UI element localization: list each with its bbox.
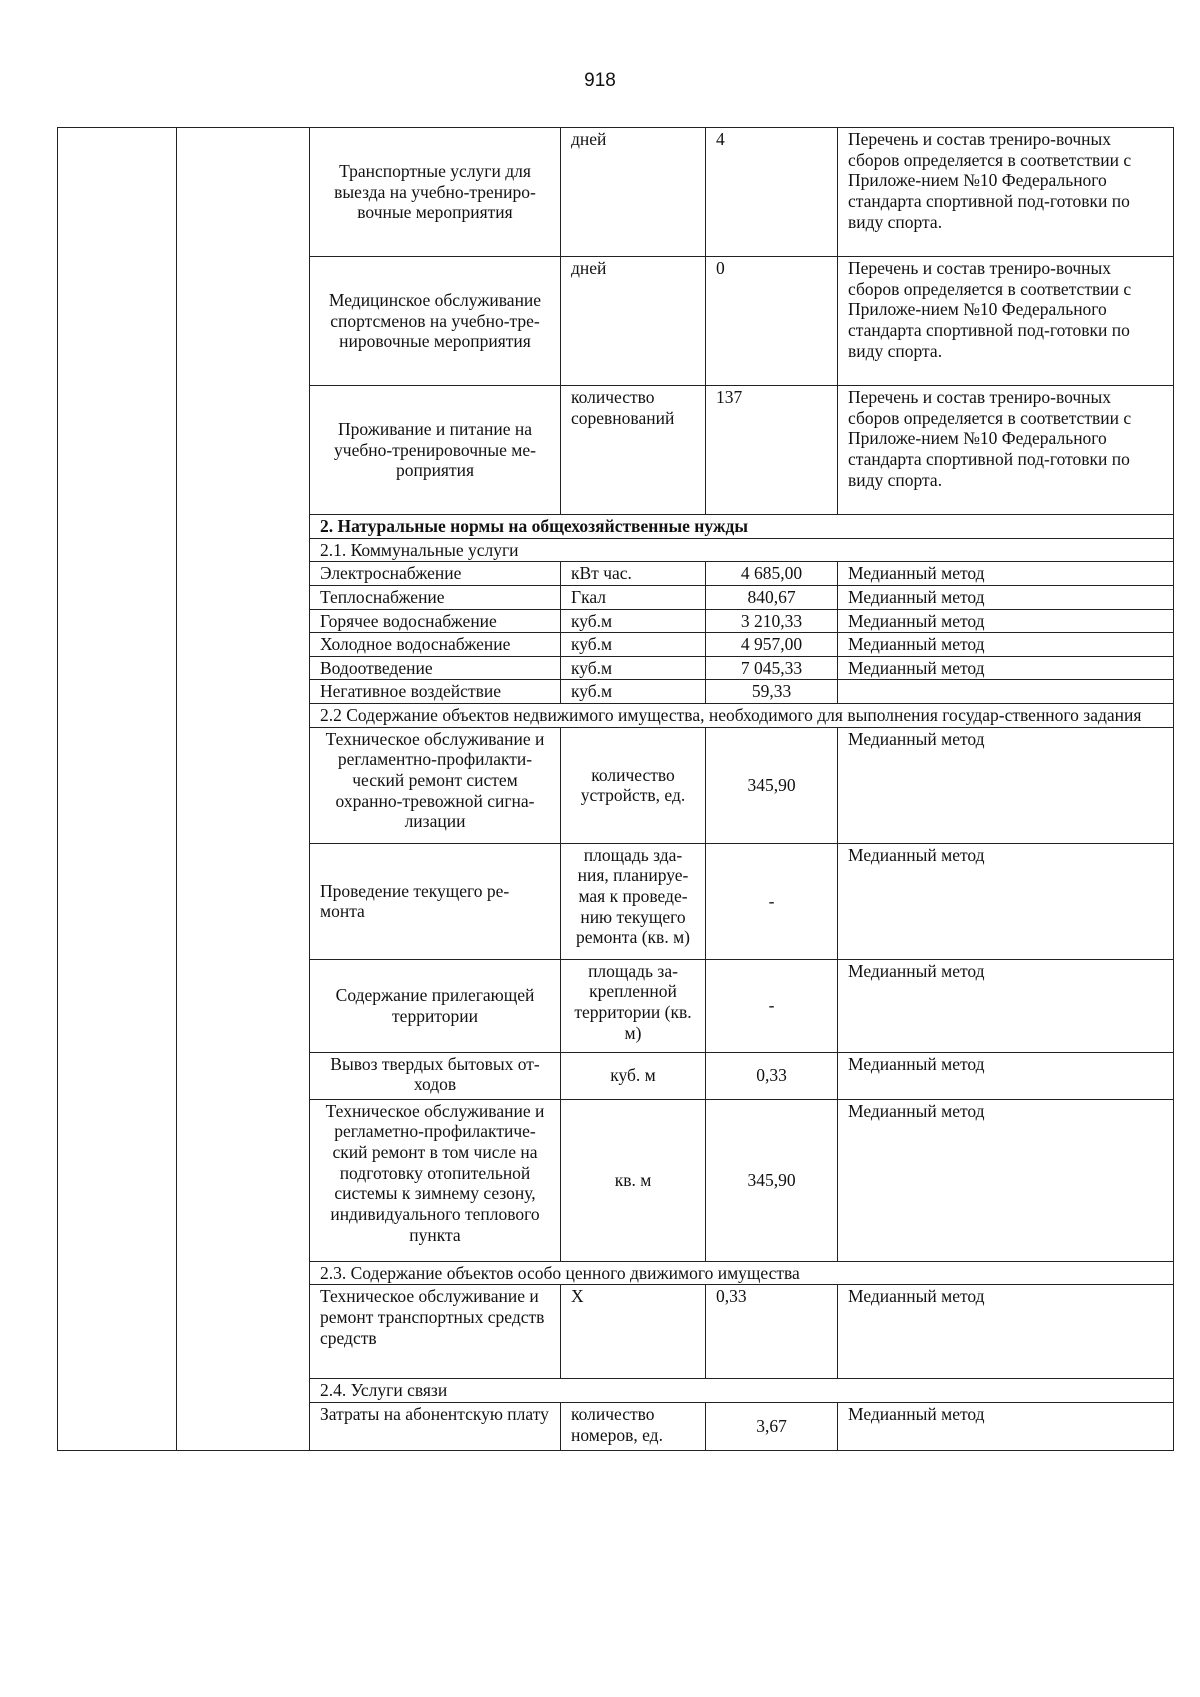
item-name: Транспортные услуги для выезда на учебно-трениро-вочные мероприятия [310, 128, 561, 257]
item-method: Медианный метод [838, 585, 1174, 609]
item-name: Затраты на абонентскую плату [310, 1403, 561, 1451]
item-method: Перечень и состав трениро-вочных сборов определяется в соответствии с Приложе-нием №10 Федерального стандарта спортивной под-готовки по виду спорта. [838, 257, 1174, 386]
item-unit: количество соревнований [561, 386, 706, 515]
item-value: 0,33 [706, 1285, 838, 1379]
item-value: 4 957,00 [706, 633, 838, 657]
item-unit: дней [561, 128, 706, 257]
item-method: Медианный метод [838, 1285, 1174, 1379]
item-name: Проживание и питание на учебно-тренировочные ме-роприятия [310, 386, 561, 515]
item-unit: Х [561, 1285, 706, 1379]
item-name: Техническое обслуживание и регламентно-профилакти-ческий ремонт систем охранно-тревожной сигна-лизации [310, 727, 561, 843]
item-unit: кВт час. [561, 562, 706, 586]
item-unit: кв. м [561, 1099, 706, 1261]
item-name: Негативное воздействие [310, 680, 561, 704]
item-name: Горячее водоснабжение [310, 609, 561, 633]
item-method: Медианный метод [838, 727, 1174, 843]
item-name: Электроснабжение [310, 562, 561, 586]
item-name: Техническое обслуживание и ремонт транспортных средств средств [310, 1285, 561, 1379]
item-method [838, 680, 1174, 704]
item-value: 3,67 [706, 1403, 838, 1451]
subsection-heading: 2.3. Содержание объектов особо ценного движимого имущества [310, 1261, 1174, 1285]
item-method: Медианный метод [838, 656, 1174, 680]
item-value: - [706, 843, 838, 959]
item-name: Теплоснабжение [310, 585, 561, 609]
item-value: - [706, 959, 838, 1052]
item-name: Медицинское обслуживание спортсменов на учебно-тре-нировочные мероприятия [310, 257, 561, 386]
item-value: 4 [706, 128, 838, 257]
item-unit: площадь зда-ния, планируе-мая к проведе-нию текущего ремонта (кв. м) [561, 843, 706, 959]
item-method: Медианный метод [838, 609, 1174, 633]
item-method: Медианный метод [838, 843, 1174, 959]
subsection-heading: 2.1. Коммунальные услуги [310, 538, 1174, 562]
item-value: 840,67 [706, 585, 838, 609]
item-method: Медианный метод [838, 1403, 1174, 1451]
item-name: Холодное водоснабжение [310, 633, 561, 657]
blank-cell [177, 128, 310, 1451]
item-method: Медианный метод [838, 1099, 1174, 1261]
item-method: Медианный метод [838, 633, 1174, 657]
item-value: 345,90 [706, 727, 838, 843]
item-method: Перечень и состав трениро-вочных сборов определяется в соответствии с Приложе-нием №10 Федерального стандарта спортивной под-готовки по виду спорта. [838, 386, 1174, 515]
item-name: Водоотведение [310, 656, 561, 680]
item-unit: куб.м [561, 656, 706, 680]
norms-table [57, 127, 1174, 1451]
item-method: Перечень и состав трениро-вочных сборов определяется в соответствии с Приложе-нием №10 Федерального стандарта спортивной под-готовки по виду спорта. [838, 128, 1174, 257]
subsection-heading: 2.2 Содержание объектов недвижимого имущества, необходимого для выполнения государ-ственного задания [310, 704, 1174, 728]
item-value: 4 685,00 [706, 562, 838, 586]
item-method: Медианный метод [838, 1052, 1174, 1099]
blank-cell [58, 128, 177, 1451]
item-value: 345,90 [706, 1099, 838, 1261]
item-method: Медианный метод [838, 959, 1174, 1052]
item-name: Вывоз твердых бытовых от-ходов [310, 1052, 561, 1099]
item-unit: количество номеров, ед. [561, 1403, 706, 1451]
item-value: 7 045,33 [706, 656, 838, 680]
item-unit: площадь за-крепленной территории (кв. м) [561, 959, 706, 1052]
item-value: 59,33 [706, 680, 838, 704]
item-name: Проведение текущего ре-монта [310, 843, 561, 959]
item-name: Техническое обслуживание и регламетно-профилактиче-ский ремонт в том числе на подготовку отопительной системы к зимнему сезону, индивидуального теплового пункта [310, 1099, 561, 1261]
item-unit: куб.м [561, 609, 706, 633]
item-value: 0 [706, 257, 838, 386]
item-unit: куб. м [561, 1052, 706, 1099]
item-unit: дней [561, 257, 706, 386]
item-value: 0,33 [706, 1052, 838, 1099]
table-row [58, 128, 1174, 257]
section-heading: 2. Натуральные нормы на общехозяйственные нужды [310, 515, 1174, 539]
item-method: Медианный метод [838, 562, 1174, 586]
item-unit: куб.м [561, 633, 706, 657]
subsection-heading: 2.4. Услуги связи [310, 1379, 1174, 1403]
item-value: 137 [706, 386, 838, 515]
item-value: 3 210,33 [706, 609, 838, 633]
page-number: 918 [584, 70, 616, 91]
item-name: Содержание прилегающей территории [310, 959, 561, 1052]
item-unit: количество устройств, ед. [561, 727, 706, 843]
item-unit: куб.м [561, 680, 706, 704]
item-unit: Гкал [561, 585, 706, 609]
